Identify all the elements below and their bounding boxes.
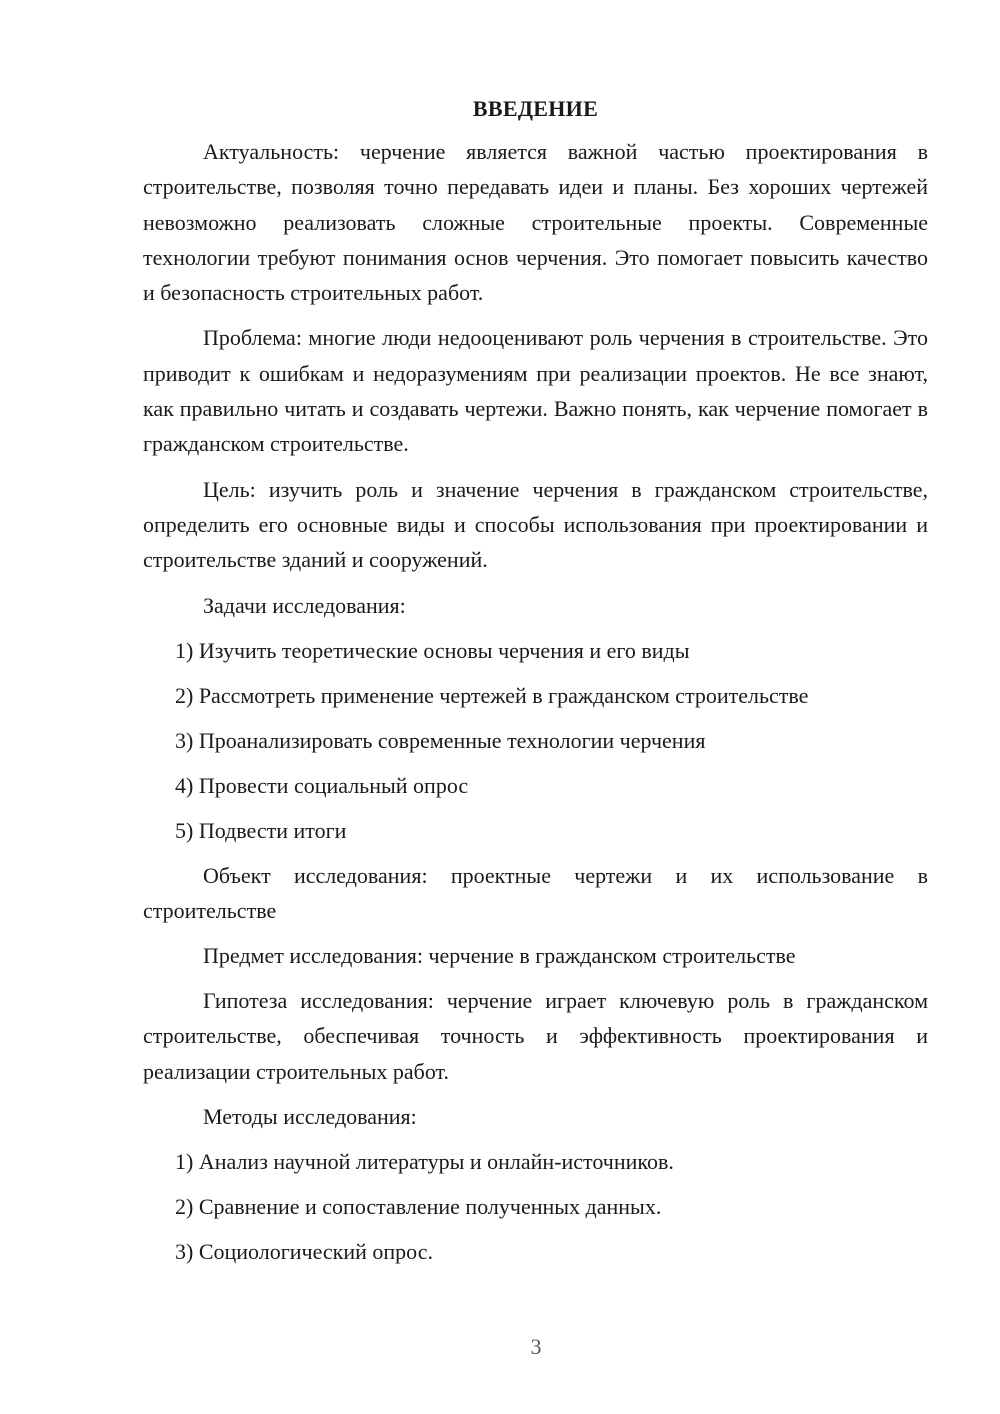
hypothesis-paragraph: Гипотеза исследования: черчение играет ключевую роль в гражданском строительстве, обеспечивая точность и эффективность проектирования и реализации строительных работ. [143, 988, 928, 1084]
task-item-4: 4) Провести социальный опрос [175, 772, 469, 798]
goal-paragraph: Цель: изучить роль и значение черчения в гражданском строительстве, определить его основные виды и способы использования при проектировании и строительстве зданий и сооружений. [143, 476, 928, 573]
document-page [143, 94, 928, 1279]
method-item-1: 1) Анализ научной литературы и онлайн-источников. [175, 1149, 674, 1175]
task-item-5: 5) Подвести итоги [175, 817, 347, 843]
page-number: 3 [530, 1334, 542, 1359]
task-item-3: 3) Проанализировать современные технологии черчения [175, 727, 706, 753]
relevance-paragraph: Актуальность: черчение является важной частью проектирования в строительстве, позволяя точно передавать идеи и планы. Без хороших чертежей невозможно реализовать сложные строительные проекты. Современные технологии требуют понимания основ черчения. Это помогает повысить качество и безопасность строительных работ. [143, 139, 928, 306]
section-title: ВВЕДЕНИЕ [472, 96, 599, 121]
methods-heading: Методы исследования: [203, 1104, 417, 1130]
tasks-heading: Задачи исследования: [203, 592, 406, 618]
method-item-3: 3) Социологический опрос. [175, 1239, 433, 1265]
task-item-1: 1) Изучить теоретические основы черчения и его виды [175, 637, 690, 663]
task-item-2: 2) Рассмотреть применение чертежей в гражданском строительстве [175, 682, 809, 708]
method-item-2: 2) Сравнение и сопоставление полученных данных. [175, 1194, 662, 1220]
problem-paragraph: Проблема: многие люди недооценивают роль черчения в строительстве. Это приводит к ошибкам и недоразумениям при реализации проектов. Не все знают, как правильно читать и создавать чертежи. Важно понять, как черчение помогает в гражданском строительстве. [143, 325, 928, 457]
subject-paragraph: Предмет исследования: черчение в гражданском строительстве [203, 943, 796, 969]
object-paragraph: Объект исследования: проектные чертежи и их использование в строительстве [143, 862, 928, 923]
